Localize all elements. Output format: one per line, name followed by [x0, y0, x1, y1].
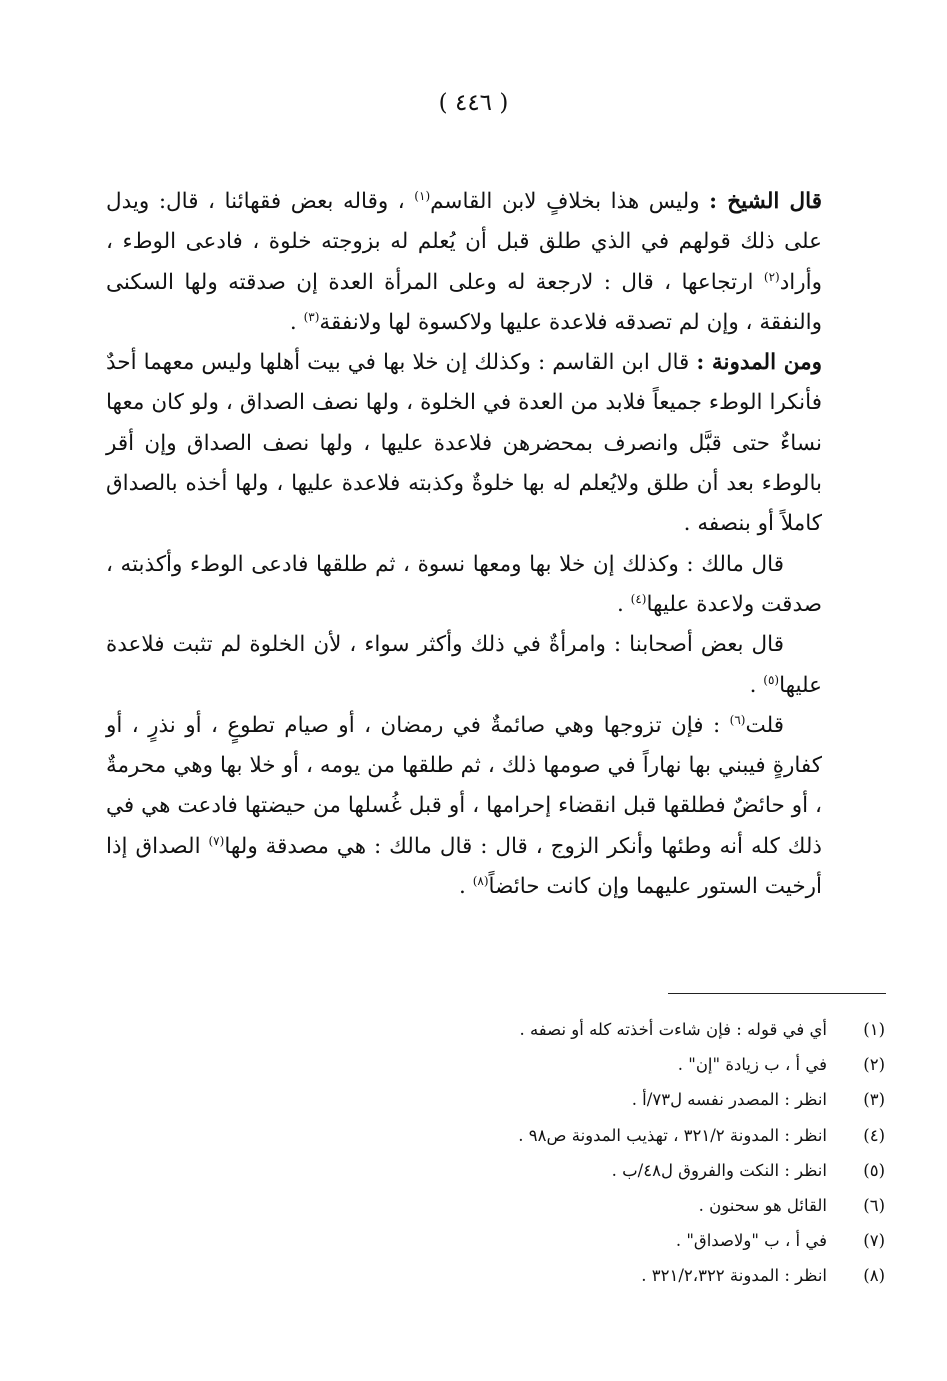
footnote-ref[interactable]: (٨)	[472, 873, 489, 888]
footnote-ref[interactable]: (٥)	[763, 672, 780, 687]
footnote-divider	[668, 993, 886, 994]
footnote-text: انظر : المدونة ٣٢١/٢،٣٢٢ .	[641, 1266, 827, 1286]
paragraph-text: : فإن تزوجها وهي صائمةٌ في رمضان ، أو صيام تطوعٍ ، أو نذرٍ ، أو كفارةٍ فيبني بها نهاراً في صومها ذلك ، ثم طلقها من يومه ، أو خلا بها وهي محرمةٌ ، أو حائضٌ فطلقها قبل انقضاء إحرامها ، أو قبل غُسلها من حيضتها فادعت هي في ذلك كله أنه وطئها وأنكر الزوج ، قال : قال مالك : هي مصدقة ولها	[106, 712, 822, 859]
footnote-ref[interactable]: (٣)	[303, 309, 320, 324]
paragraph-text: قال مالك : وكذلك إن خلا بها ومعها نسوة ، ثم طلقها فادعى الوطء وأكذبته ، صدقت ولاعدة عليها	[106, 551, 822, 617]
footnote-item	[325, 1012, 885, 1047]
footnote-item	[325, 1223, 885, 1258]
footnote-ref[interactable]: (٢)	[763, 269, 780, 284]
footnote-number: (٦)	[863, 1196, 885, 1216]
footnote-text: انظر : المصدر نفسه ل٧٣/أ .	[631, 1090, 827, 1110]
footnote-item	[325, 1153, 885, 1188]
footnote-number: (٢)	[863, 1055, 885, 1075]
footnote-item	[325, 1188, 885, 1223]
paragraph-lead: ومن المدونة :	[696, 350, 823, 376]
paragraph-text: .	[289, 309, 304, 335]
footnote-text: أي في قوله : فإن شاءت أخذته كله أو نصفه .	[519, 1020, 827, 1040]
paragraph-text: الصداق إذا أرخيت الستور عليهما وإن كانت حائضاً	[106, 833, 822, 900]
paragraph-mudawwana	[106, 343, 822, 544]
footnote-text: في أ ، ب زيادة "إن" .	[677, 1055, 827, 1075]
main-text	[106, 182, 822, 907]
footnote-ref[interactable]: (٧)	[208, 833, 225, 848]
paragraph-lead: قال الشيخ :	[709, 189, 823, 214]
footnote-text: انظر : النكت والفروق ل٤٨/ب .	[611, 1160, 827, 1180]
paragraph-sheikh	[106, 182, 822, 343]
footnote-item	[325, 1118, 885, 1153]
page-number: ( ٤٤٦ )	[438, 90, 509, 116]
paragraph-text: .	[616, 591, 631, 617]
paragraph-malik	[106, 545, 822, 626]
footnote-text: القائل هو سحنون .	[698, 1196, 827, 1216]
footnote-number: (١)	[863, 1020, 885, 1040]
footnote-number: (٥)	[863, 1160, 885, 1180]
paragraph-ashabuna	[106, 625, 822, 706]
paragraph-qultu	[106, 706, 822, 907]
footnotes	[325, 1012, 885, 1294]
footnote-number: (٧)	[863, 1231, 885, 1251]
footnote-number: (٤)	[863, 1125, 885, 1145]
paragraph-text: .	[749, 672, 764, 698]
footnote-text: في أ ، ب "ولاصداق" .	[675, 1231, 827, 1251]
footnote-item	[325, 1082, 885, 1117]
footnote-item	[325, 1047, 885, 1082]
footnote-ref[interactable]: (٦)	[729, 712, 746, 727]
paragraph-text: ، وقاله بعض فقهائنا ، قال: ويدل على ذلك قولهم في الذي طلق قبل أن يُعلم له بزوجته خلوة ، فادعى الوطء ، وأراد	[106, 189, 822, 295]
paragraph-text: قال ابن القاسم : وكذلك إن خلا بها في بيت أهلها وليس معهما أحدٌ فأنكرا الوطء جميعاً فلابد من العدة في الخلوة ، ولها نصف الصداق ، ولو كان معها نساءٌ حتى قبَّل وانصرف بمحضرهن فلاعدة عليها ، ولها نصف الصداق وإن أقر بالوطء بعد أن طلق ولايُعلم له بها خلوةٌ وكذبته فلاعدة عليها ، ولها أخذه بالصداق كاملاً أو بنصفه .	[106, 350, 822, 537]
footnote-ref[interactable]: (١)	[414, 188, 431, 203]
footnote-text: انظر : المدونة ٣٢١/٢ ، تهذيب المدونة ص٩٨ .	[518, 1125, 827, 1145]
footnote-ref[interactable]: (٤)	[630, 591, 647, 606]
paragraph-text: .	[459, 874, 473, 900]
paragraph-text: قال بعض أصحابنا : وامرأةٌ في ذلك وأكثر سواء ، لأن الخلوة لم تثبت فلاعدة عليها	[106, 632, 822, 698]
paragraph-text: قلت	[745, 712, 784, 738]
paragraph-text: ارتجاعها ، قال : لارجعة له وعلى المرأة العدة إن صدقته ولها السكنى والنفقة ، وإن لم تصدقه فلاعدة عليها ولاكسوة لها ولانفقة	[106, 269, 822, 335]
footnote-item	[325, 1258, 885, 1293]
footnote-number: (٨)	[863, 1266, 885, 1286]
paragraph-text: وليس هذا بخلافٍ لابن القاسم	[430, 189, 710, 214]
footnote-number: (٣)	[863, 1090, 885, 1110]
